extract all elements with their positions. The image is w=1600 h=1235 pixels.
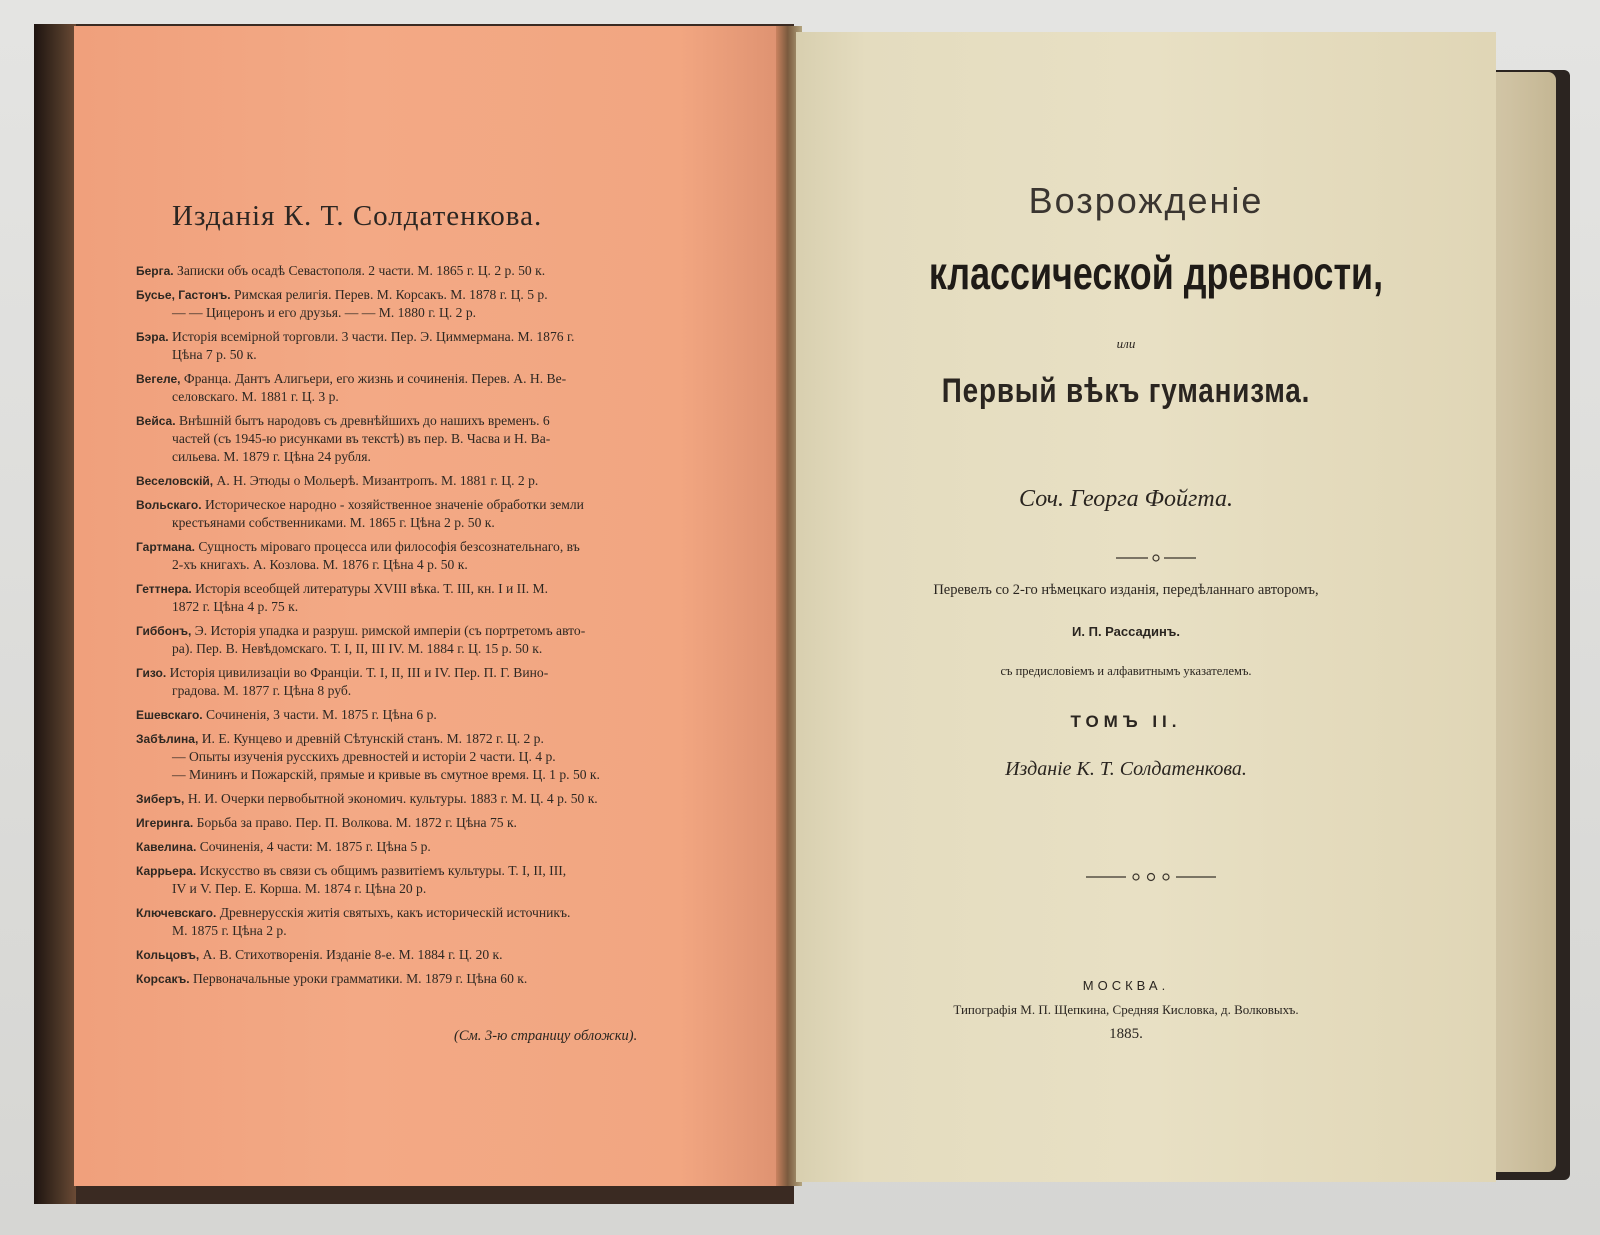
catalogue-entry-author: Веселовскій, — [136, 474, 214, 488]
catalogue-note: (См. 3-ю страницу обложки). — [454, 1028, 638, 1044]
title-line-1: Возрожденіе — [1028, 180, 1264, 221]
catalogue-entry-author: Кавелина. — [136, 840, 197, 854]
catalogue-entry-line — [136, 730, 736, 748]
catalogue-entry-line — [136, 514, 736, 532]
catalogue-entry-author: Вейса. — [136, 414, 176, 428]
catalogue-entry — [136, 970, 736, 988]
catalogue-entry-author: Гартмана. — [136, 540, 196, 554]
catalogue-entry-text: — Опыты изученія русскихъ древностей и исторіи 2 части. Ц. 4 р. — [172, 749, 556, 764]
catalogue-entry-line — [136, 430, 736, 448]
catalogue-entry-text: Цѣна 7 р. 50 к. — [172, 347, 257, 362]
catalogue-entry-line — [136, 448, 736, 466]
catalogue-entry-line — [136, 580, 736, 598]
catalogue-entry — [136, 904, 736, 940]
catalogue-entry-line — [136, 496, 736, 514]
catalogue-entry-author: Вольскаго. — [136, 498, 202, 512]
catalogue-entry-text: селовскаго. М. 1881 г. Ц. 3 р. — [172, 389, 339, 404]
catalogue-entry-line — [136, 304, 736, 322]
catalogue-entry-author: Кольцовъ, — [136, 948, 200, 962]
catalogue-entry-author: Бэра. — [136, 330, 169, 344]
catalogue-entry-text: ра). Пер. В. Невѣдомскаго. Т. I, II, III IV. М. 1884 г. Ц. 15 р. 50 к. — [172, 641, 543, 656]
catalogue-entry — [136, 664, 736, 700]
catalogue-entry-text: IV и V. Пер. Е. Корша. М. 1874 г. Цѣна 20 р. — [172, 881, 427, 896]
catalogue-entry-text: Н. И. Очерки первобытной экономич. культуры. 1883 г. М. Ц. 4 р. 50 к. — [187, 791, 598, 806]
catalogue-entry-author: Вегеле, — [136, 372, 181, 386]
catalogue-entry-line — [136, 472, 736, 490]
catalogue-entry-line — [136, 262, 736, 280]
catalogue-entry-text: Исторія всемірной торговли. 3 части. Пер. Э. Циммермана. М. 1876 г. — [172, 329, 575, 344]
catalogue-entry-line — [136, 748, 736, 766]
catalogue-entry-text: М. 1875 г. Цѣна 2 р. — [172, 923, 287, 938]
catalogue-entry-text: Сущность міроваго процесса или философія безсознательнаго, въ — [198, 539, 580, 554]
catalogue-entry — [136, 412, 736, 466]
catalogue-entry — [136, 580, 736, 616]
catalogue-entry-author: Ключевскаго. — [136, 906, 217, 920]
catalogue-entry — [136, 262, 736, 280]
city-line: МОСКВА. — [1082, 978, 1170, 993]
catalogue-entry-text: Борьба за право. Пер. П. Волкова. М. 1872 г. Цѣна 75 к. — [196, 815, 517, 830]
catalogue-entry-line — [136, 862, 736, 880]
catalogue-entry — [136, 862, 736, 898]
translator-line: Перевелъ со 2-го нѣмецкаго изданія, передѣланнаго авторомъ, — [933, 582, 1319, 598]
catalogue-entry-line — [136, 286, 736, 304]
catalogue-entry — [136, 370, 736, 406]
catalogue-entry-text: Записки объ осадѣ Севастополя. 2 части. М. 1865 г. Ц. 2 р. 50 к. — [177, 263, 546, 278]
catalogue-entry-line — [136, 838, 736, 856]
catalogue-entry-line — [136, 598, 736, 616]
catalogue-entry-text: А. Н. Этюды о Мольерѣ. Мизантропъ. М. 1881 г. Ц. 2 р. — [216, 473, 539, 488]
catalogue-entry-line — [136, 346, 736, 364]
catalogue-entry-text: сильева. М. 1879 г. Цѣна 24 рубля. — [172, 449, 371, 464]
catalogue-entry-text: Э. Исторія упадка и разруш. римской имперіи (съ портретомъ авто- — [194, 623, 586, 638]
catalogue-entry-text: Римская религія. Перев. М. Корсакъ. М. 1878 г. Ц. 5 р. — [234, 287, 548, 302]
catalogue-entry-author: Бусье, Гастонъ. — [136, 288, 231, 302]
catalogue-entry-author: Берга. — [136, 264, 174, 278]
catalogue-entry-text: А. В. Стихотворенія. Изданіе 8-е. М. 1884 г. Ц. 20 к. — [202, 947, 503, 962]
year-line: 1885. — [1109, 1026, 1143, 1042]
catalogue-entry-author: Игеринга. — [136, 816, 194, 830]
catalogue-entry-author: Гизо. — [136, 666, 167, 680]
catalogue-entry — [136, 814, 736, 832]
catalogue-entry-line — [136, 538, 736, 556]
catalogue-entry-line — [136, 412, 736, 430]
ornament-divider-icon-2 — [1086, 870, 1216, 884]
title-line-3: Первый вѣкъ гуманизма. — [941, 372, 1311, 410]
printer-line: Типографія М. П. Щепкина, Средняя Кисловка, д. Волковыхъ. — [953, 1002, 1299, 1017]
catalogue-entry-line — [136, 922, 736, 940]
catalogue-entry-line — [136, 790, 736, 808]
catalogue-entry — [136, 538, 736, 574]
catalogue-entry-author: Ешевскаго. — [136, 708, 203, 722]
catalogue-entry-text: частей (съ 1945-ю рисунками въ текстѣ) въ пер. В. Часва и Н. Ва- — [172, 431, 551, 446]
catalogue-entry-line — [136, 766, 736, 784]
catalogue-entry-line — [136, 556, 736, 574]
catalogue-entry — [136, 838, 736, 856]
catalogue-entry-text: Внѣшній бытъ народовъ съ древнѣйшихъ до нашихъ временъ. 6 — [178, 413, 550, 428]
catalogue-entry-text: 1872 г. Цѣна 4 р. 75 к. — [172, 599, 299, 614]
catalogue-entry-text: Историческое народно - хозяйственное значеніе обработки земли — [204, 497, 584, 512]
catalogue-entry-line — [136, 328, 736, 346]
catalogue-entry — [136, 790, 736, 808]
catalogue-entry — [136, 730, 736, 784]
catalogue-entry-text: Сочиненія, 4 части: М. 1875 г. Цѣна 5 р. — [199, 839, 431, 854]
catalogue-entry-line — [136, 706, 736, 724]
catalogue-entry-text: градова. М. 1877 г. Цѣна 8 руб. — [172, 683, 352, 698]
catalogue-entry-text: Исторія всеобщей литературы XVIII вѣка. Т. III, кн. I и II. М. — [195, 581, 548, 596]
catalogue-list — [136, 262, 736, 994]
catalogue-entry-author: Корсакъ. — [136, 972, 190, 986]
translator-name: И. П. Рассадинъ. — [1072, 624, 1180, 639]
catalogue-entry-line — [136, 370, 736, 388]
catalogue-entry-line — [136, 880, 736, 898]
ornament-divider-icon — [1116, 552, 1196, 564]
volume-label: ТОМЪ II. — [1070, 712, 1182, 731]
catalogue-entry-line — [136, 682, 736, 700]
author-line: Соч. Георга Фойгта. — [1019, 486, 1233, 512]
catalogue-entry-author: Геттнера. — [136, 582, 192, 596]
catalogue-entry-line — [136, 664, 736, 682]
catalogue-entry-text: И. Е. Кунцево и древній Сѣтунскій станъ. М. 1872 г. Ц. 2 р. — [201, 731, 544, 746]
publisher-line: Изданіе К. Т. Солдатенкова. — [1005, 758, 1247, 780]
catalogue-entry-line — [136, 814, 736, 832]
catalogue-entry — [136, 706, 736, 724]
catalogue-entry-text: — Мининъ и Пожарскій, прямые и кривые въ смутное время. Ц. 1 р. 50 к. — [172, 767, 600, 782]
catalogue-entry-text: — — Цицеронъ и его друзья. — — М. 1880 г. Ц. 2 р. — [172, 305, 477, 320]
preface-line: съ предисловіемъ и алфавитнымъ указателемъ. — [1000, 664, 1252, 678]
catalogue-entry-author: Зиберъ, — [136, 792, 185, 806]
title-page — [796, 32, 1496, 1182]
catalogue-entry-line — [136, 640, 736, 658]
catalogue-entry-text: Древнерусскія житія святыхъ, какъ историческій источникъ. — [219, 905, 571, 920]
catalogue-entry-author: Каррьера. — [136, 864, 197, 878]
title-or: или — [1116, 336, 1136, 351]
catalogue-entry — [136, 328, 736, 364]
catalogue-entry-line — [136, 622, 736, 640]
catalogue-entry — [136, 622, 736, 658]
catalogue-entry-text: Искусство въ связи съ общимъ развитіемъ культуры. Т. I, II, III, — [199, 863, 567, 878]
catalogue-title: Изданія К. Т. Солдатенкова. — [172, 200, 543, 232]
catalogue-entry-line — [136, 970, 736, 988]
catalogue-entry — [136, 472, 736, 490]
catalogue-entry-text: Сочиненія, 3 части. М. 1875 г. Цѣна 6 р. — [206, 707, 437, 722]
catalogue-entry-author: Гиббонъ, — [136, 624, 192, 638]
catalogue-entry-line — [136, 946, 736, 964]
title-line-2: классической древности, — [928, 247, 1384, 299]
catalogue-page — [74, 26, 786, 1186]
catalogue-entry — [136, 946, 736, 964]
catalogue-entry-author: Забѣлина, — [136, 732, 199, 746]
catalogue-entry-text: Исторія цивилизаціи во Франціи. Т. I, II, III и IV. Пер. П. Г. Вино- — [169, 665, 549, 680]
catalogue-entry — [136, 286, 736, 322]
catalogue-entry-text: 2-хъ книгахъ. А. Козлова. М. 1876 г. Цѣна 4 р. 50 к. — [172, 557, 468, 572]
book-spine-edge — [34, 24, 76, 1204]
catalogue-entry-text: Франца. Дантъ Алигьери, его жизнь и сочиненія. Перев. А. Н. Ве- — [183, 371, 567, 386]
catalogue-entry — [136, 496, 736, 532]
catalogue-entry-text: Первоначальные уроки грамматики. М. 1879 г. Цѣна 60 к. — [192, 971, 528, 986]
catalogue-entry-line — [136, 904, 736, 922]
catalogue-entry-line — [136, 388, 736, 406]
catalogue-entry-text: крестьянами собственниками. М. 1865 г. Цѣна 2 р. 50 к. — [172, 515, 495, 530]
